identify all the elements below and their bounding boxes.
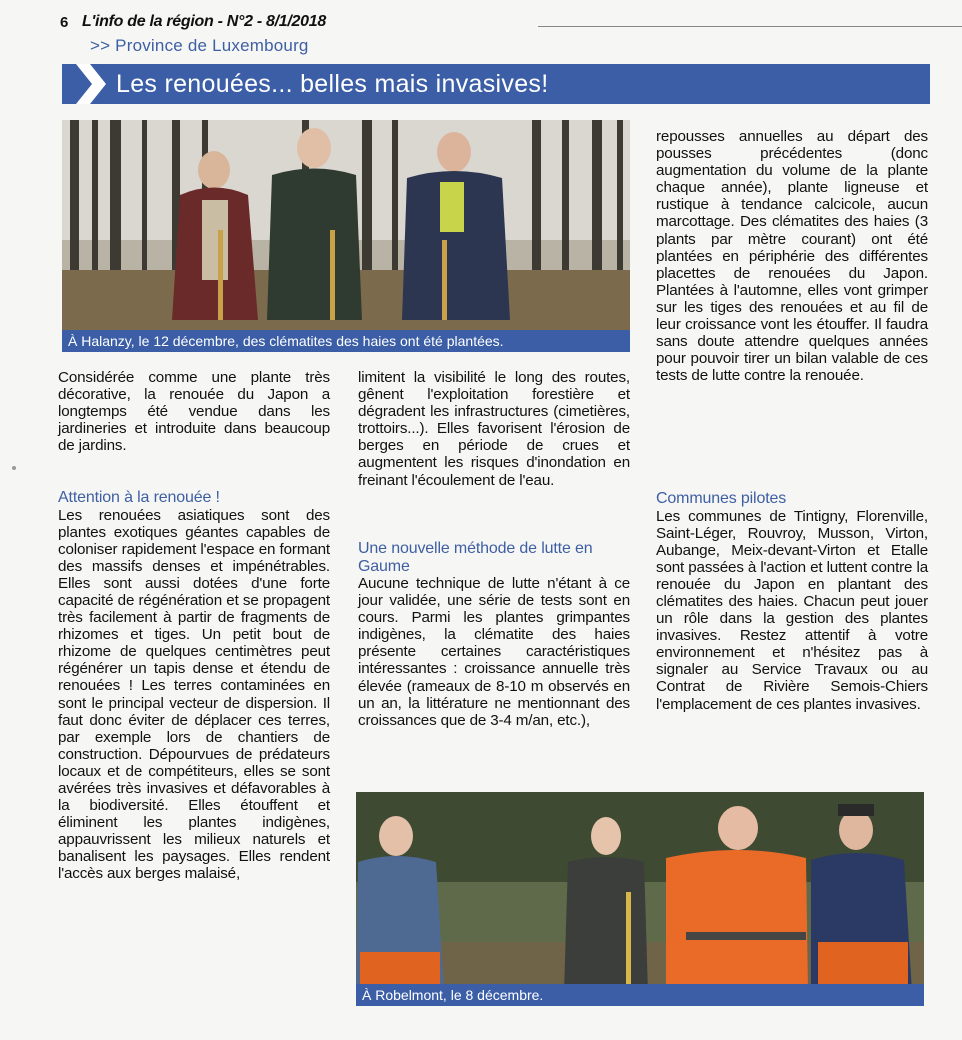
section-communes (656, 490, 928, 713)
title-banner (62, 64, 930, 104)
intro-paragraph: Considérée comme une plante très décorative, la renouée du Japon a longtemps été vendue dans les jardineries et introduite dans beaucoup de jardins. (58, 369, 330, 455)
section-attention-continued (358, 369, 630, 489)
chevron-icon (76, 64, 110, 104)
photo-halanzy (62, 120, 630, 352)
forest-planting-photo (62, 120, 630, 352)
section-attention-text: Les renouées asiatiques sont des plantes exotiques géantes capables de coloniser rapidement l'espace en formant des massifs denses et impénétrables. Elles sont aussi dotées d'une forte capacité de régénération et se propagent très facilement à partir de fragments de rhizomes et tiges. Un petit bout de rhizome de quelques centimètres peut régénérer un tapis dense et étendu de renouées ! Les terres contaminées en sont le principal vecteur de dispersion. Il faut donc éviter de déplacer ces terres, par exemple lors de chantiers de construction. Dépourvues de prédateurs locaux et de compétiteurs, elles se sont avérées très invasives et défavorables à la biodiversité. Elles étouffent et éliminent les plantes indigènes, appauvrissent les milieux naturels et banalisent les paysages. Elles rendent l'accès aux berges malaisé, (58, 506, 330, 883)
section-methode (358, 540, 630, 729)
page-number: 6 (60, 14, 69, 31)
photo-caption-top: À Halanzy, le 12 décembre, des clématites des haies ont été plantées. (62, 330, 630, 352)
section-methode-text: Aucune technique de lutte n'étant à ce jour validée, une série de tests sont en cours. Parmi les plantes grimpantes indigènes, la clématite des haies présente certaines caractéristiques intéressantes : croissance annuelle très élevée (rameaux de 8-10 m observés en un an, la littérature ne mentionnant des croissances que de 3-4 m/an, etc.), (358, 575, 630, 729)
scan-speck (12, 466, 16, 470)
section-methode-cont-text: repousses annuelles au départ des pousses précédentes (donc augmentation du volume de la plante chaque année), plante ligneuse et rustique à tendance calcicole, aucun marcottage. Des clématites des haies (3 plants par mètre courant) ont été plantées en périphérie des différentes placettes de renouées du Japon. Plantées à l'automne, elles vont grimper sur les tiges des renouées et au fil de leur croissance vont les étouffer. Il faudra sans doute attendre quelques années pour pouvoir tirer un bilan valable de ces tests de lutte contre la renouée. (656, 128, 928, 385)
section-heading-methode: Une nouvelle méthode de lutte en Gaume (358, 540, 593, 575)
section-heading-attention: Attention à la renouée ! (58, 489, 220, 506)
section-attention (58, 489, 330, 883)
article-title: Les renouées... belles mais invasives! (116, 70, 549, 98)
article-intro (58, 369, 330, 454)
page-header (60, 14, 950, 34)
photo-robelmont (356, 792, 924, 1006)
section-communes-text: Les communes de Tintigny, Florenville, Saint-Léger, Rouvroy, Musson, Virton, Aubange, Meix-devant-Virton et Etalle sont passées à l'action et luttent contre la renouée du Japon en plantant des clématites des haies. Chacun peut jouer un rôle dans la gestion des plantes invasives. Restez attentif à votre environnement et n'hésitez pas à signaler au Service Travaux ou au Contrat de Rivière Semois-Chiers l'emplacement de ces plantes invasives. (656, 507, 928, 713)
section-methode-continued (656, 128, 928, 384)
group-photo (356, 792, 924, 1006)
section-attention-cont-text: limitent la visibilité le long des routes, gênent l'exploitation forestière et dégradent les infrastructures (cimetières, trottoirs...). Elles favorisent l'érosion de berges en période de crues et augmentent les risques d'inondation en freinant l'écoulement de l'eau. (358, 369, 630, 489)
section-label: >> Province de Luxembourg (90, 36, 309, 55)
masthead: L'info de la région - N°2 - 8/1/2018 (82, 13, 326, 30)
section-heading-communes: Communes pilotes (656, 490, 787, 507)
photo-caption-bottom: À Robelmont, le 8 décembre. (356, 984, 924, 1006)
header-rule (538, 26, 962, 27)
